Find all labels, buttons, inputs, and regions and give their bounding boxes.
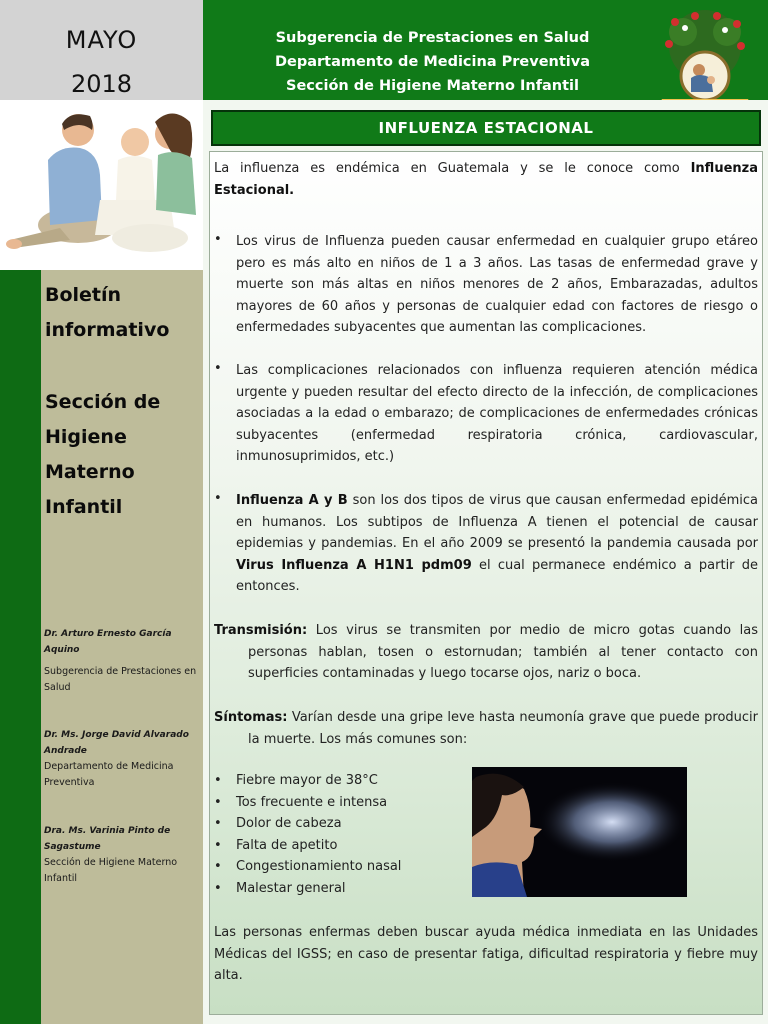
symptom-label: Fiebre mayor de 38°C — [236, 773, 378, 788]
header-line-3: Sección de Higiene Materno Infantil — [286, 78, 579, 94]
author-3-name: Dra. Ms. Varinia Pinto de Sagastume — [44, 826, 171, 852]
header-line-2: Departamento de Medicina Preventiva — [274, 54, 591, 70]
bullet-1: Los virus de Influenza pueden causar enfermedad en cualquier grupo etáreo pero es más alto en niños de 1 a 3 años. Las tasas de enfermedad grave y muerte son más altas en niños menores de 2 años, Embarazadas, adultos mayores de 60 años y personas de cualquier edad con factores de riesgo o enfermedades subyacentes que aumentan las complicaciones. — [236, 234, 758, 335]
bullet-2: Las complicaciones relacionados con influenza requieren atención médica urgente y pueden resultar del efecto directo de la infección, de complicaciones asociadas a la edad o embarazo; de complicaciones de enfermedades crónicas subyacentes (enfermedad respiratoria crónica, cardiovascular, inmunosuprimidos, etc.) — [236, 363, 758, 464]
bullet-3-text: son los dos tipos de virus que causan enfermedad epidémica en humanos. Los subtipos de Influenza A tienen el potencial de causar epidemias y pandemias. En el año 2009 se presentó la pandemia causada por — [236, 493, 758, 551]
symptom-item: • Tos frecuente e intensa — [214, 794, 388, 810]
intro-paragraph — [214, 158, 758, 201]
symptoms-list — [214, 770, 464, 899]
transmission-paragraph — [214, 620, 758, 685]
article-title-bar — [211, 110, 761, 146]
left-green-strip — [0, 270, 41, 1024]
closing-paragraph: Las personas enfermas deben buscar ayuda médica inmediata en las Unidades Médicas del IGSS; en caso de presentar fatiga, dificultad respiratoria y fiebre muy alta. — [214, 925, 758, 983]
symptom-label: Malestar general — [236, 880, 346, 896]
family-photo — [0, 100, 203, 270]
bulletin-title-line1: Boletín — [45, 284, 122, 306]
author-1-role: Subgerencia de Prestaciones en Salud — [44, 666, 197, 693]
bullet-3-bold: Influenza A y B — [236, 493, 348, 508]
bullet-3 — [236, 490, 758, 598]
bullet-3-text2: el cual permanece endémico a partir de entonces. — [236, 557, 759, 594]
author-1-name: Dr. Arturo Ernesto García Aquino — [44, 629, 172, 655]
symptom-item: • Fiebre mayor de 38°C — [214, 773, 378, 788]
symptoms-paragraph — [214, 707, 758, 750]
header-titles — [210, 26, 655, 98]
sneeze-photo — [472, 767, 687, 897]
transmission-label: Transmisión: — [214, 623, 308, 638]
header-line-1: Subgerencia de Prestaciones en Salud — [275, 30, 590, 46]
symptom-item: • Dolor de cabeza — [214, 816, 342, 831]
author-3-role: Sección de Higiene Materno Infantil — [44, 857, 178, 884]
section-title-line3: Materno — [45, 461, 135, 483]
symptom-label: Falta de apetito — [236, 837, 338, 853]
bulletin-title-line2: informativo — [45, 319, 170, 341]
bullet-dot-3: • — [214, 491, 222, 506]
date-box — [0, 0, 203, 100]
section-title-line4: Infantil — [45, 496, 123, 518]
section-title — [45, 385, 200, 525]
symptom-item: • Falta de apetito — [214, 837, 338, 853]
symptoms-label: Síntomas: — [214, 710, 288, 725]
intro-text: La influenza es endémica en Guatemala y se le conoce como — [214, 161, 691, 176]
author-3 — [44, 823, 200, 887]
author-1 — [44, 626, 200, 696]
family-photo-image — [0, 100, 203, 270]
symptom-item: • Congestionamiento nasal — [214, 859, 402, 874]
author-2-role: Departamento de Medicina Preventiva — [44, 761, 174, 788]
symptom-label: Dolor de cabeza — [236, 816, 342, 831]
bullet-3-bold2: Virus Influenza A H1N1 pdm09 — [236, 557, 472, 573]
author-2-name: Dr. Ms. Jorge David Alvarado Andrade — [44, 730, 189, 756]
symptom-label: Tos frecuente e intensa — [236, 794, 388, 810]
author-2 — [44, 727, 200, 791]
symptom-label: Congestionamiento nasal — [236, 859, 402, 874]
sneeze-photo-image — [472, 767, 687, 897]
bullet-dot-1: • — [214, 232, 222, 247]
symptom-item: • Malestar general — [214, 880, 346, 896]
intro-bold: Influenza Estacional. — [214, 161, 758, 198]
date-year: 2018 — [70, 70, 133, 98]
bulletin-title — [45, 278, 200, 348]
transmission-text: Los virus se transmiten por medio de micro gotas cuando las personas hablan, tosen o estornudan; también al tener contacto con superficies contaminadas y luego tocarse ojos, nariz o boca. — [248, 623, 758, 681]
symptoms-text: Varían desde una gripe leve hasta neumonía grave que puede producir la muerte. Los más comunes son: — [248, 710, 758, 747]
bullet-dot-2: • — [214, 361, 222, 376]
section-title-line1: Sección de — [45, 391, 161, 413]
date-month: MAYO — [65, 26, 138, 54]
article-title: INFLUENZA ESTACIONAL — [378, 119, 594, 137]
section-title-line2: Higiene — [45, 426, 127, 448]
